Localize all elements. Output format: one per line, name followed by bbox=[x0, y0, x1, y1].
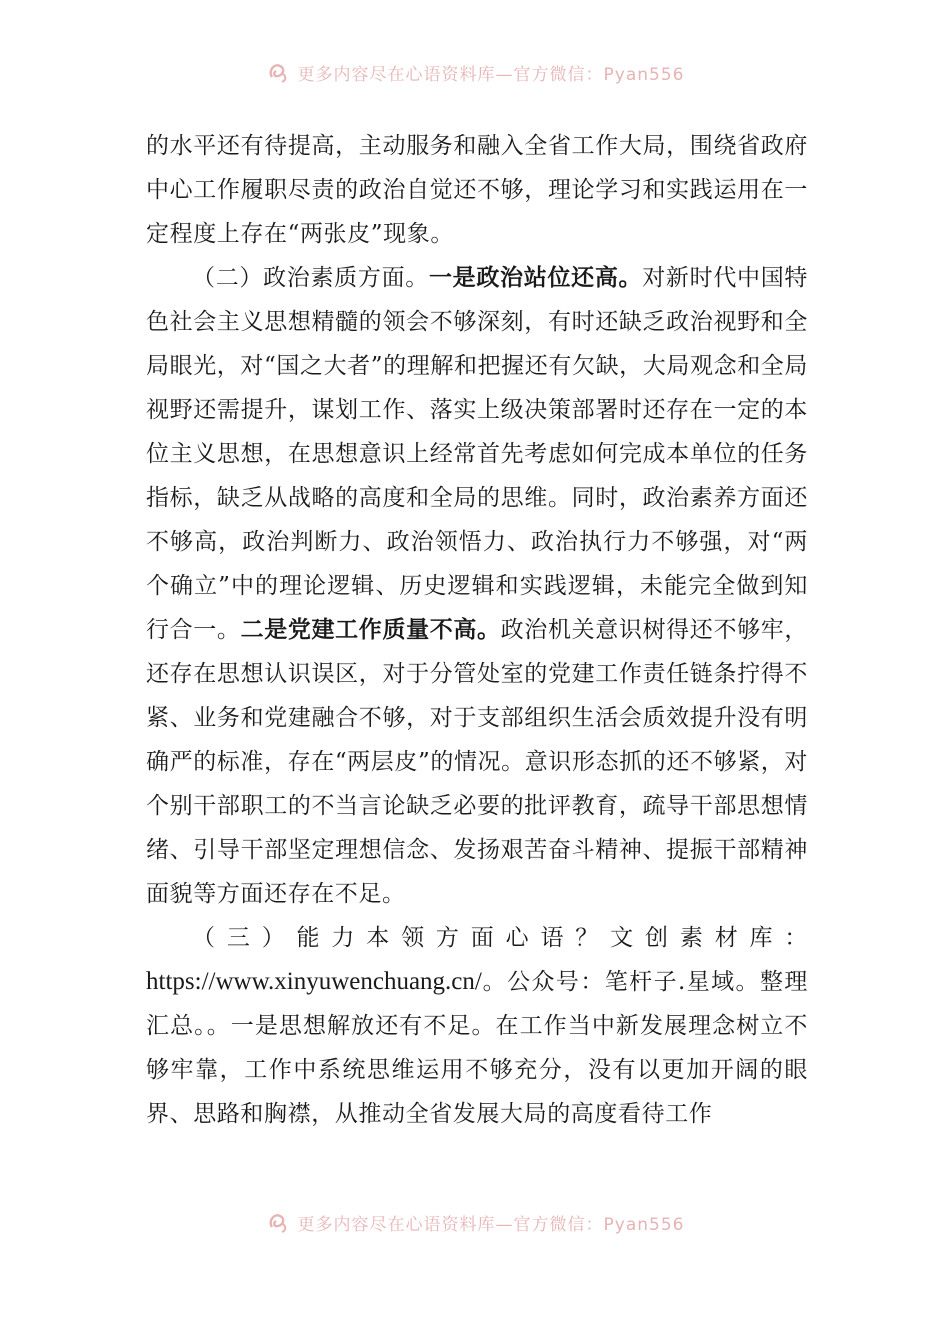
document-body bbox=[146, 124, 808, 1136]
point-text: 在工作当中新发展理念树立不够牢靠，工作中系统思维运用不够充分，没有以更加开阔的眼界、思路和胸襟，从推动全省发展大局的高度看待工作 bbox=[146, 1013, 808, 1127]
point-text: 对新时代中国特色社会主义思想精髓的领会不够深刻，有时还缺乏政治视野和全局眼光，对“国之大者”的理解和把握还有欠缺，大局观念和全局视野还需提升，谋划工作、落实上级决策部署时还存在一定的本位主义思想，在思想意识上经常首先考虑如何完成本单位的任务指标，缺乏从战略的高度和全局的思维。同时，政治素养方面还不够高，政治判断力、政治领悟力、政治执行力不够强，对“两个确立”中的理论逻辑、历史逻辑和实践逻辑，未能完全做到知行合一。 bbox=[146, 265, 809, 643]
section-heading-2: （二）政治素质方面。 bbox=[192, 265, 429, 291]
logo-icon bbox=[266, 1209, 292, 1235]
point-title: 二是党建工作质量不高。 bbox=[240, 616, 501, 643]
watermark-text: 更多内容尽在心语资料库—官方微信：Pyan556 bbox=[297, 1214, 685, 1235]
logo-icon bbox=[266, 59, 292, 85]
watermark-top bbox=[0, 57, 950, 87]
paragraph-2 bbox=[146, 256, 808, 916]
point-title: 一是思想解放还有不足。 bbox=[230, 1013, 496, 1039]
paragraph-1-text: 的水平还有待提高，主动服务和融入全省工作大局，围绕省政府中心工作履职尽责的政治自觉还不够，理论学习和实践运用在一定程度上存在“两张皮”现象。 bbox=[146, 133, 808, 247]
source-url: https://www.xinyuwenchuang.cn/ bbox=[146, 968, 482, 995]
paragraph-1 bbox=[146, 124, 808, 256]
paragraph-3 bbox=[146, 916, 808, 1136]
watermark-text: 更多内容尽在心语资料库—官方微信：Pyan556 bbox=[297, 64, 685, 85]
section-heading-3: （三）能力本领方面心语？文创素材库： bbox=[192, 925, 808, 951]
point-title: 一是政治站位还高。 bbox=[428, 264, 643, 291]
watermark-bottom bbox=[0, 1207, 950, 1237]
point-text: 政治机关意识树得还不够牢，还存在思想认识误区，对于分管处室的党建工作责任链条拧得不紧、业务和党建融合不够，对于支部组织生活会质效提升没有明确严的标准，存在“两层皮”的情况。意识形态抓的还不够紧，对个别干部职工的不当言论缺乏必要的批评教育，疏导干部思想情绪、引导干部坚定理想信念、发扬艰苦奋斗精神、提振干部精神面貌等方面还存在不足。 bbox=[146, 617, 808, 907]
ad-text: 。公众号：笔杆子.星域。整理汇总。。 bbox=[146, 969, 808, 1039]
